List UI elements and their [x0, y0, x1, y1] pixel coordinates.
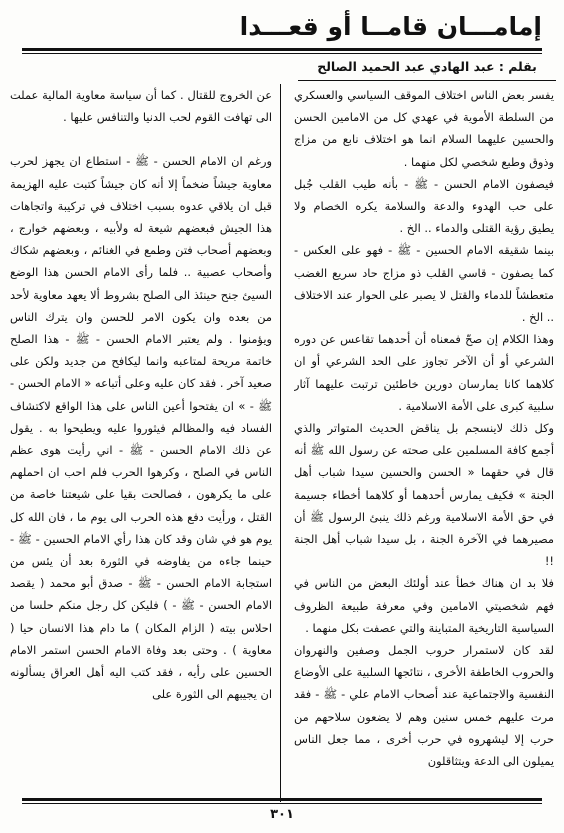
title-rule-thin: [22, 53, 542, 54]
footer-rule-thin: [22, 803, 542, 804]
footer-rule-thick: [22, 798, 542, 801]
paragraph: لقد كان لاستمرار حروب الجمل وصفين والنهروان والحروب الخاطفة الأخرى ، نتائجها السلبية على الأوضاع النفسية والاجتماعية عند أصحاب الامام علي - ﷺ - فقد مرت عليهم خمس سنين وهم لا يضعون سلاحهم من حرب إلا ليشهروه في حرب أخرى ، مما جعل الناس يميلون الى الدعة ويتثاقلون: [294, 643, 554, 769]
title-rule-thick: [22, 48, 542, 51]
paragraph: يفسر بعض الناس اختلاف الموقف السياسي والعسكري من السلطة الأموية في عهدي كل من الامامين الحسن والحسين عليهما السلام انما هو اختلاف نابع من مزاج وذوق وطبع شخصي لكل منهما .: [294, 88, 554, 169]
page-number: ٣٠١: [270, 807, 294, 822]
left-column: [10, 84, 272, 800]
right-column: [294, 84, 554, 800]
paragraph: وهذا الكلام إن صحّ فمعناه أن أحدهما تقاعس عن دوره الشرعي أو أن الآخر تجاوز على الحد الشرعي أو ان كلاهما كانا يمارسان دورين خاطئين ترتبت عليهما آثار سلبية كبرى على الأمة الاسلامية .: [294, 332, 554, 413]
column-divider: [280, 84, 281, 802]
article-title: إمامـــان قامــا أو قعـــدا: [239, 12, 542, 41]
paragraph: وكل ذلك لاينسجم بل يناقض الحديث المتواتر والذي أجمع كافة المسلمين على صحته عن رسول الله ﷺ أنه قال في حقهما « الحسن والحسين سيدا شباب أهل الجنة » فكيف يمارس أحدهما أو كلاهما أخطاء جسيمة في حق الأمة الاسلامية ورغم ذلك ينبئ الرسول ﷺ أن مصيرهما في الآخرة الجنة ، بل سيدا شباب أهل الجنة !!: [294, 421, 554, 569]
paragraph: ورغم ان الامام الحسن - ﷺ - استطاع ان يجهز لحرب معاوية جيشاً ضخماً إلا أنه كان جيشاً كتبت عليه الهزيمة قبل ان يلاقي عدوه بسبب اختلاف في تركيبة واتجاهات هذا الجيش فبعضهم شيعة له ولأبيه ، وبعضهم خوارج ، وبعضهم أصحاب فتن وطمع في الغنائم ، وبعضهم شكاك وأصحاب عصبية .. فلما رأى الامام الحسن هذا الوضع السيئ جنح حينئذ الى الصلح بشروط ألا يعهد معاوية لأحد من بعده وان يكون الامر للحسن وان يترك الناس ويؤمنوا . ولم يعتبر الامام الحسن - ﷺ - هذا الصلح خاتمة مريحة لمتاعبه وانما ليكافح من جديد ولكن على صعيد آخر . فقد كان عليه وعلى أتباعه « الامام الحسن - ﷺ - » ان يفتحوا أعين الناس على هذا الواقع لاكتشاف الفساد فيه والمظالم فيثوروا عليه ويطيحوا به . يقول عن ذلك الامام الحسن - ﷺ - اني رأيت هوى عظم الناس في الصلح ، وكرهوا الحرب فلم احب ان احملهم على ما يكرهون ، فصالحت بقيا على شيعتنا خاصة من القتل ، ورأيت دفع هذه الحرب الى يوم ما ، فان الله كل يوم هو في شان وقد كان هذا رأي الامام الحسين - ﷺ - حينما جاءه من يفاوضه في الثورة بعد أن يئس من استجابة الامام الحسن - ﷺ - صدق أبو محمد ( يقصد الامام الحسن - ﷺ - ) فليكن كل رجل منكم حلسا من احلاس بيته ( الزام المكان ) ما دام هذا الانسان حيا ( معاوية ) . وحتى بعد وفاة الامام الحسن استمر الامام الحسين على رأيه ، فقد كتب اليه أهل العراق يسألونه ان يجيبهم الى الثورة على: [10, 154, 272, 702]
paragraph: عن الخروج للقتال . كما أن سياسة معاوية المالية عملت الى تهافت القوم لحب الدنيا والتنافس عليها .: [10, 88, 272, 125]
paragraph: فلا بد ان هناك خطأ عند أولئك البعض من الناس في فهم شخصيتي الامامين وفي معرفة طبيعة الظروف السياسية التاريخية المتباينة والتي عصفت بكل منهما .: [294, 576, 554, 635]
paragraph: فيصفون الامام الحسن - ﷺ - بأنه طيب القلب جُبل على حب الهدوء والدعة والسلامة يكره الخصام ولا يطيق رؤية القتلى والدماء .. الخ .: [294, 176, 554, 236]
byline-rule: [298, 80, 556, 81]
author-byline: بقلم : عبد الهادي عبد الحميد الصالح: [317, 59, 537, 74]
paragraph: بينما شقيقه الامام الحسين - ﷺ - فهو على العكس - كما يصفون - قاسي القلب ذو مزاج حاد سريع الغضب متعطشاً للدماء والقتل لا يصبر على الحوار عند الاختلاف .. الخ .: [294, 243, 554, 325]
